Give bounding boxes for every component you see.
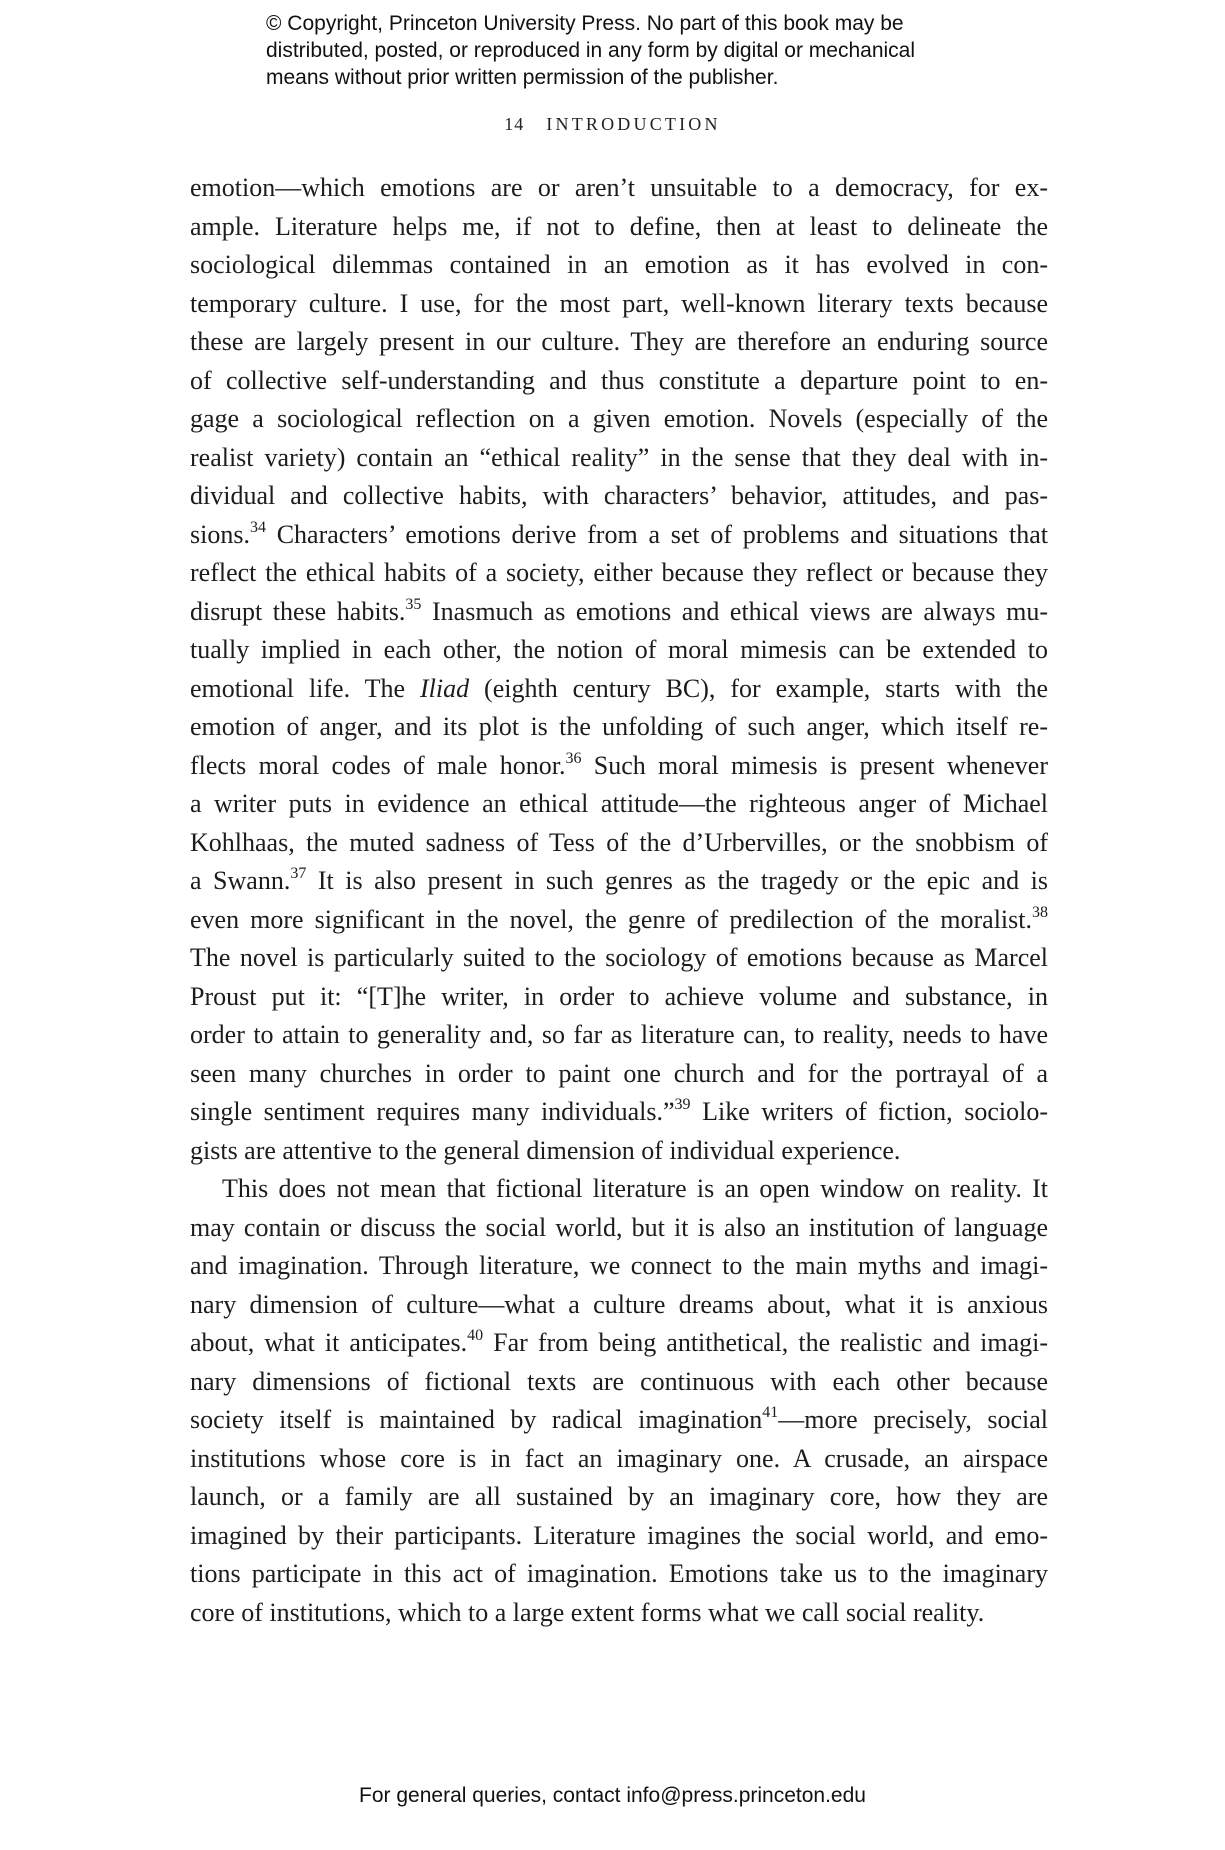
text-segment: Inasmuch as emotions and ethical views are always mu- (421, 596, 1048, 626)
text-segment: core of institutions, which to a large extent forms what we call social reality. (190, 1597, 985, 1627)
text-line (190, 208, 1048, 247)
text-segment: Far from being antithetical, the realistic and imagi- (483, 1328, 1048, 1357)
text-line (190, 246, 1048, 285)
footnote-marker[interactable]: 41 (762, 1404, 779, 1421)
copyright-notice (266, 10, 1006, 91)
text-line (190, 1363, 1048, 1402)
chapter-title: INTRODUCTION (546, 114, 721, 134)
text-segment: of collective self-understanding and thus constitute a departure point to en- (190, 365, 1048, 395)
text-segment: The novel is particularly suited to the sociology of emotions because as Marcel (190, 943, 1048, 972)
footnote-marker[interactable]: 37 (290, 865, 307, 882)
text-line (190, 862, 1048, 901)
text-line (190, 1401, 1048, 1440)
text-line (190, 1517, 1048, 1556)
text-line (190, 631, 1048, 670)
text-line (190, 670, 1048, 709)
text-segment: Characters’ emotions derive from a set of problems and situations that (265, 519, 1048, 549)
text-segment: institutions whose core is in fact an imaginary one. A crusade, an airspace (190, 1443, 1048, 1473)
text-segment: gage a sociological reflection on a given emotion. Novels (especially of the (190, 404, 1048, 433)
text-segment: (eighth century BC), for example, starts with the (469, 673, 1048, 703)
text-segment: society itself is maintained by radical imagination (190, 1405, 763, 1434)
text-line (190, 477, 1048, 516)
footnote-marker[interactable]: 38 (1032, 903, 1048, 921)
text-line (190, 1478, 1048, 1517)
copyright-line: © Copyright, Princeton University Press. No part of this book may be (266, 12, 904, 35)
footnote-marker[interactable]: 35 (405, 595, 422, 613)
text-segment: reflect the ethical habits of a society, either because they reflect or because they (190, 558, 1048, 587)
text-line (190, 439, 1048, 478)
text-line (190, 169, 1048, 208)
text-segment: gists are attentive to the general dimension of individual experience. (190, 1135, 901, 1165)
text-segment: Proust put it: “[T]he writer, in order to achieve volume and substance, in (190, 981, 1048, 1011)
text-segment: emotion—which emotions are or aren’t unsuitable to a democracy, for ex- (190, 173, 1048, 202)
text-segment: sions. (190, 519, 250, 549)
footer-contact: For general queries, contact info@press.princeton.edu (359, 1784, 866, 1807)
text-line (190, 323, 1048, 362)
text-line (190, 939, 1048, 978)
text-segment: realist variety) contain an “ethical reality” in the sense that they deal with in- (190, 442, 1048, 472)
footnote-marker[interactable]: 39 (674, 1096, 691, 1113)
text-line (190, 362, 1048, 401)
text-line (190, 1324, 1048, 1363)
text-segment: sociological dilemmas contained in an emotion as it has evolved in con- (190, 250, 1048, 279)
text-segment: even more significant in the novel, the genre of predilection of the moralist. (190, 904, 1032, 934)
text-segment: and imagination. Through literature, we connect to the main myths and imagi- (190, 1251, 1048, 1280)
text-segment: —more precisely, social (778, 1405, 1048, 1434)
italic-title: Iliad (419, 673, 470, 703)
text-segment: flects moral codes of male honor. (190, 750, 566, 780)
text-line (190, 708, 1048, 747)
text-segment: ample. Literature helps me, if not to define, then at least to delineate the (190, 211, 1048, 241)
footnote-marker[interactable]: 40 (467, 1327, 484, 1344)
copyright-line: distributed, posted, or reproduced in any form by digital or mechanical (266, 39, 916, 62)
text-segment: Like writers of fiction, sociolo- (690, 1097, 1048, 1126)
text-segment: It is also present in such genres as the tragedy or the epic and is (306, 866, 1048, 895)
text-segment: a writer puts in evidence an ethical attitude—the righteous anger of Michael (190, 789, 1048, 818)
text-line (190, 285, 1048, 324)
text-segment: imagined by their participants. Literature imagines the social world, and emo- (190, 1520, 1048, 1550)
text-segment: This does not mean that fictional literature is an open window on reality. It (222, 1174, 1048, 1203)
text-line (190, 1055, 1048, 1094)
text-line (190, 1170, 1048, 1209)
text-line (190, 593, 1048, 632)
text-line (190, 785, 1048, 824)
page-number: 14 (504, 114, 525, 134)
text-line (190, 400, 1048, 439)
text-segment: Kohlhaas, the muted sadness of Tess of the d’Urbervilles, or the snobbism of (190, 827, 1048, 857)
running-head (0, 114, 1225, 135)
text-line (190, 978, 1048, 1017)
text-segment: launch, or a family are all sustained by an imaginary core, how they are (190, 1482, 1048, 1511)
text-segment: may contain or discuss the social world, but it is also an institution of language (190, 1212, 1048, 1242)
text-line (190, 554, 1048, 593)
text-line (190, 1286, 1048, 1325)
text-line (190, 516, 1048, 555)
text-segment: tually implied in each other, the notion of moral mimesis can be extended to (190, 635, 1048, 664)
text-line (190, 1440, 1048, 1479)
text-segment: temporary culture. I use, for the most part, well-known literary texts because (190, 288, 1048, 318)
text-line (190, 747, 1048, 786)
text-segment: Such moral mimesis is present whenever (581, 750, 1048, 780)
footnote-marker[interactable]: 36 (565, 749, 582, 767)
text-line (190, 824, 1048, 863)
text-line (190, 1093, 1048, 1132)
text-segment: single sentiment requires many individuals.” (190, 1097, 675, 1126)
text-segment: nary dimension of culture—what a culture dreams about, what it is anxious (190, 1289, 1048, 1319)
text-segment: dividual and collective habits, with characters’ behavior, attitudes, and pas- (190, 481, 1048, 510)
text-segment: seen many churches in order to paint one church and for the portrayal of a (190, 1058, 1048, 1088)
text-line (190, 901, 1048, 940)
text-segment: emotional life. The (190, 673, 420, 703)
footnote-marker[interactable]: 34 (249, 518, 266, 536)
text-line (190, 1594, 1048, 1633)
text-line (190, 1555, 1048, 1594)
text-segment: tions participate in this act of imagination. Emotions take us to the imaginary (190, 1559, 1048, 1588)
text-line (190, 1209, 1048, 1248)
copyright-line: means without prior written permission of the publisher. (266, 66, 779, 89)
text-segment: about, what it anticipates. (190, 1328, 468, 1357)
text-line (190, 1132, 1048, 1171)
body-text (190, 169, 1048, 1632)
text-segment: disrupt these habits. (190, 596, 406, 626)
text-segment: these are largely present in our culture. They are therefore an enduring source (190, 327, 1048, 356)
text-line (190, 1247, 1048, 1286)
text-segment: emotion of anger, and its plot is the unfolding of such anger, which itself re- (190, 712, 1048, 741)
text-segment: order to attain to generality and, so far as literature can, to reality, needs to have (190, 1020, 1048, 1049)
text-segment: nary dimensions of fictional texts are continuous with each other because (190, 1366, 1048, 1396)
text-segment: a Swann. (190, 866, 291, 895)
text-line (190, 1016, 1048, 1055)
